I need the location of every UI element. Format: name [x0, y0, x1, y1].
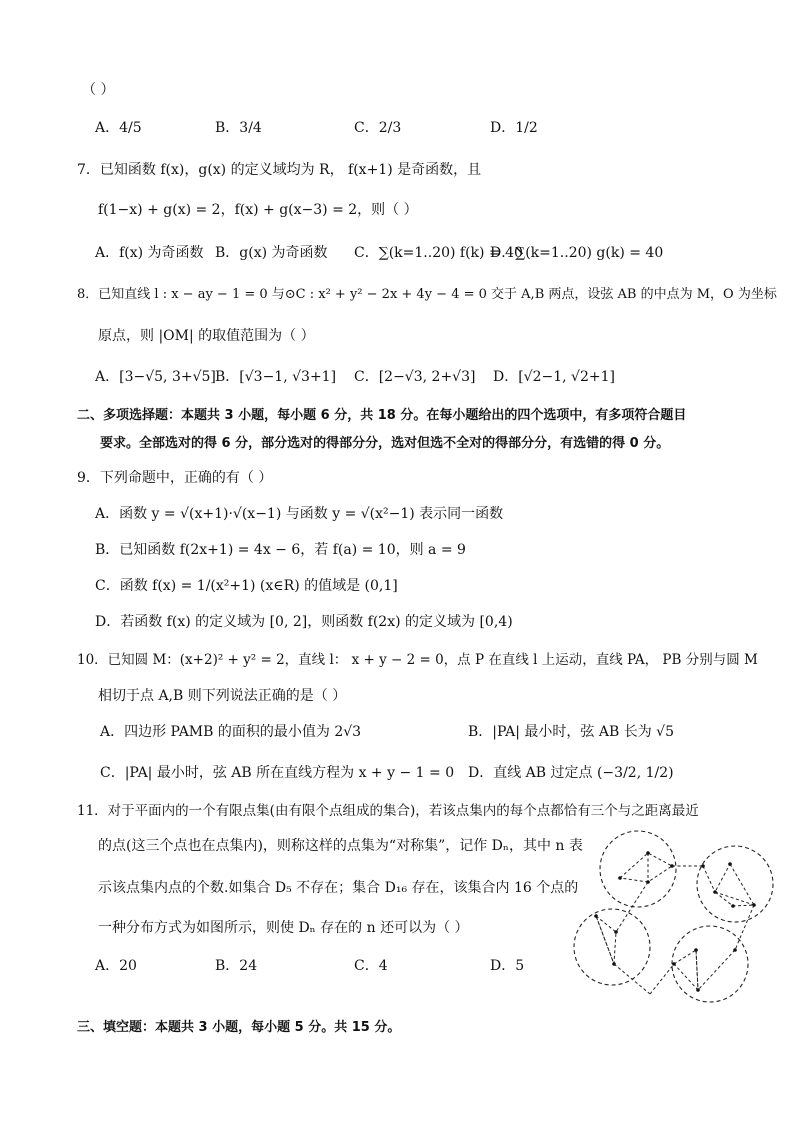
q8-stem: 8．已知直线 l : x − ay − 1 = 0 与⊙C : x² + y² − 2x + 4y − 4 = 0 交于 A,B 两点，设弦 AB 的中点为 M，O 为坐标 — [77, 287, 777, 302]
figure-point — [594, 914, 598, 918]
q7-option-d: D．∑(k=1..20) g(k) = 40 — [490, 245, 664, 261]
q9-option-a: A．函数 y = √(x+1)·√(x−1) 与函数 y = √(x²−1) 表示同一函数 — [95, 506, 504, 522]
figure-circle-right — [697, 846, 773, 922]
figure-point — [701, 864, 705, 868]
section-3-heading: 三、填空题：本题共 3 小题，每小题 5 分。共 15 分。 — [77, 1020, 401, 1035]
figure-point — [733, 948, 737, 952]
q6-option-c: C．2/3 — [354, 120, 402, 136]
q10-option-d: D．直线 AB 过定点 (−3/2, 1/2) — [468, 765, 674, 781]
figure-point — [694, 948, 698, 952]
q9-stem: 9．下列命题中，正确的有（ ） — [77, 470, 273, 486]
figure-point — [670, 864, 674, 868]
figure-point — [646, 851, 650, 855]
figure-circle-top-left — [600, 831, 676, 907]
q11-option-a: A．20 — [95, 958, 137, 974]
q11-option-d: D．5 — [490, 958, 525, 974]
q11-stem-2: 的点(这三个点也在点集内)，则称这样的点集为“对称集”，记作 Dₙ，其中 n 表 — [98, 838, 583, 854]
section-2-heading: 二、多项选择题：本题共 3 小题，每小题 6 分，共 18 分。在每小题给出的四个选项中，有多项符合题目 — [77, 408, 687, 423]
q8-option-b: B．[√3−1, √3+1] — [215, 369, 337, 385]
q11-stem-4: 一种分布方式为如图所示，则使 Dₙ 存在的 n 还可以为（ ） — [98, 920, 469, 936]
figure-point — [614, 930, 618, 934]
figure-circle-bottom — [672, 926, 748, 1002]
q11-option-b: B．24 — [215, 958, 258, 974]
q8-option-c: C．[2−√3, 2+√3] — [354, 369, 476, 385]
q7-option-b: B．g(x) 为奇函数 — [215, 245, 328, 261]
q9-option-b: B．已知函数 f(2x+1) = 4x − 6，若 f(a) = 10，则 a = 9 — [95, 542, 466, 558]
q11-stem-1: 11．对于平面内的一个有限点集(由有限个点组成的集合)，若该点集内的每个点都恰有三个与之距离最近 — [77, 803, 699, 819]
q10-option-b: B．|PA| 最小时，弦 AB 长为 √5 — [468, 724, 674, 740]
q10-stem: 10．已知圆 M：(x+2)² + y² = 2，直线 l： x + y − 2 = 0，点 P 在直线 l 上运动，直线 PA， PB 分别与圆 M — [77, 652, 758, 668]
q11-figure — [570, 822, 780, 1012]
section-2-instructions: 要求。全部选对的得 6 分，部分选对的得部分分，选对但选不全对的得部分分，有选错的得 0 分。 — [100, 436, 670, 451]
figure-point — [646, 880, 650, 884]
q10-stem-2: 相切于点 A,B 则下列说法正确的是（ ） — [98, 688, 347, 704]
q6-answer-paren: （ ） — [82, 82, 115, 98]
q8-option-d: D．[√2−1, √2+1] — [493, 369, 615, 385]
q7-option-c: C．∑(k=1..20) f(k) = 40 — [354, 245, 523, 261]
figure-point — [752, 903, 756, 907]
q9-option-c: C．函数 f(x) = 1/(x²+1) (x∈R) 的值域是 (0,1] — [95, 578, 398, 594]
figure-point — [672, 962, 676, 966]
q6-option-d: D．1/2 — [490, 120, 538, 136]
q7-condition: f(1−x) + g(x) = 2，f(x) + g(x−3) = 2，则（ ） — [98, 202, 418, 218]
q7-stem: 7．已知函数 f(x)，g(x) 的定义域均为 R， f(x+1) 是奇函数，且 — [77, 162, 482, 178]
figure-point — [612, 962, 616, 966]
q9-option-d: D．若函数 f(x) 的定义域为 [0, 2]，则函数 f(2x) 的定义域为 [0,4) — [95, 614, 513, 630]
q11-stem-3: 示该点集内点的个数.如集合 D₅ 不存在；集合 D₁₆ 存在，该集合内 16 个点的 — [98, 880, 579, 896]
q10-option-c: C．|PA| 最小时，弦 AB 所在直线方程为 x + y − 1 = 0 — [100, 765, 455, 781]
q6-option-b: B．3/4 — [215, 120, 262, 136]
q10-option-a: A．四边形 PAMB 的面积的最小值为 2√3 — [100, 724, 362, 740]
figure-point — [618, 876, 622, 880]
q8-option-a: A．[3−√5, 3+√5] — [95, 369, 216, 385]
figure-circle-left — [574, 909, 650, 985]
figure-point — [728, 862, 732, 866]
q8-stem-2: 原点，则 |OM| 的取值范围为（ ） — [98, 328, 315, 344]
figure-point — [731, 904, 735, 908]
q7-option-a: A．f(x) 为奇函数 — [95, 245, 204, 261]
q6-option-a: A．4/5 — [95, 120, 142, 136]
figure-point — [713, 890, 717, 894]
figure-point — [696, 988, 700, 992]
q11-option-c: C．4 — [354, 958, 388, 974]
